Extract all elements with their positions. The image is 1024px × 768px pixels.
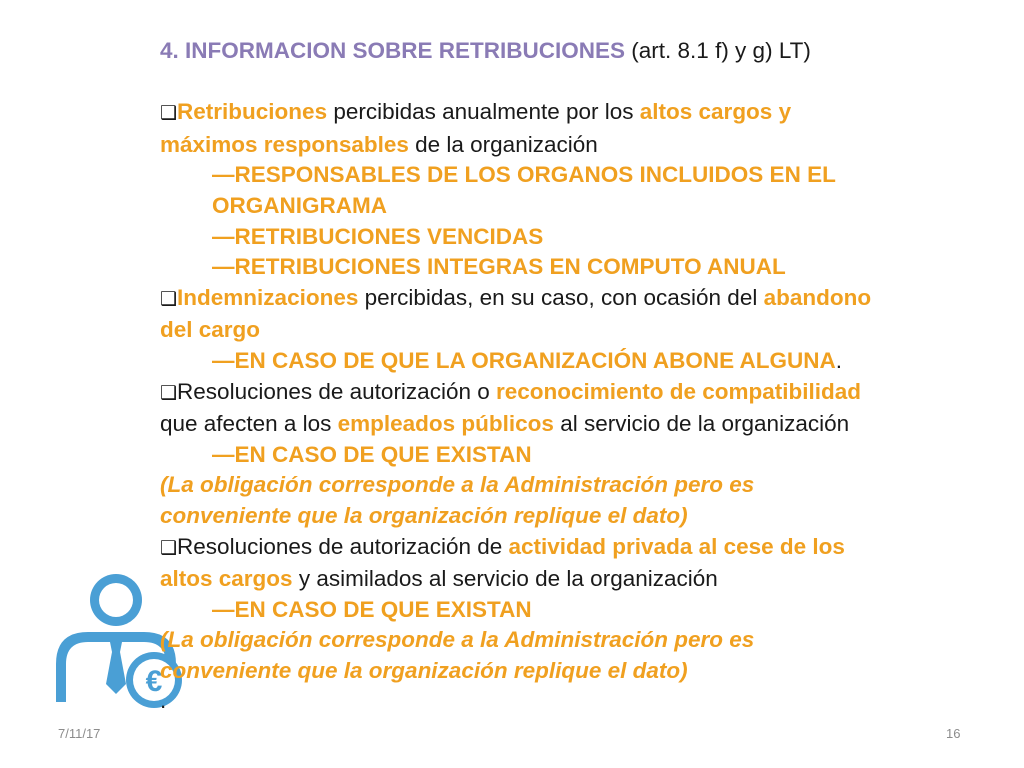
- list-item-continuation: altos cargos y asimilados al servicio de la organización: [160, 566, 718, 592]
- dash: —: [212, 254, 235, 280]
- note-line: (La obligación corresponde a la Administración pero es: [160, 627, 755, 653]
- list-item-continuation: máximos responsables de la organización: [160, 131, 598, 157]
- sub-item: —RETRIBUCIONES VENCIDAS: [212, 223, 544, 249]
- footer-date: 7/11/17: [58, 726, 101, 741]
- checkbox-bullet-icon: ❑: [160, 382, 178, 404]
- note-line: (La obligación corresponde a la Administración pero es: [160, 472, 755, 498]
- checkbox-bullet-icon: ❑: [160, 537, 178, 559]
- trailing-dot: .: [160, 688, 167, 714]
- note-line: conveniente que la organización replique el dato): [160, 502, 688, 528]
- sub-item: —EN CASO DE QUE LA ORGANIZACIÓN ABONE ALGUNA.: [212, 347, 843, 373]
- list-item-continuation: del cargo: [160, 317, 261, 343]
- sub-item-continuation: ORGANIGRAMA: [212, 192, 387, 218]
- note-line: conveniente que la organización replique el dato): [160, 657, 688, 683]
- heading-reference: (art. 8.1 f) y g) LT): [625, 38, 811, 63]
- list-item-continuation: que afecten a los empleados públicos al servicio de la organización: [160, 411, 850, 437]
- dash: —: [212, 347, 235, 373]
- list-item-indemnizaciones: ❑Indemnizaciones percibidas, en su caso, con ocasión del abandono: [160, 284, 872, 310]
- sub-item: —RETRIBUCIONES INTEGRAS EN COMPUTO ANUAL: [212, 254, 786, 280]
- euro-symbol: €: [145, 665, 163, 698]
- dash: —: [212, 162, 235, 188]
- sub-item: —RESPONSABLES DE LOS ORGANOS INCLUIDOS EN EL: [212, 162, 836, 188]
- sub-item: —EN CASO DE QUE EXISTAN: [212, 596, 532, 622]
- slide-number: 16: [946, 726, 961, 741]
- spacer: [160, 67, 990, 98]
- dash: —: [212, 596, 235, 622]
- checkbox-bullet-icon: ❑: [160, 103, 178, 125]
- dash: —: [212, 441, 235, 467]
- heading-title: 4. INFORMACION SOBRE RETRIBUCIONES: [160, 38, 626, 63]
- checkbox-bullet-icon: ❑: [160, 288, 178, 310]
- slide-heading: [160, 36, 990, 67]
- list-item-actividad-privada: ❑Resoluciones de autorización de actividad privada al cese de los: [160, 533, 845, 559]
- person-tie: [106, 642, 126, 694]
- list-item-retribuciones: ❑Retribuciones percibidas anualmente por los altos cargos y: [160, 99, 792, 125]
- list-item-compatibilidad: ❑Resoluciones de autorización o reconocimiento de compatibilidad: [160, 378, 862, 404]
- dash: —: [212, 223, 235, 249]
- sub-item: —EN CASO DE QUE EXISTAN: [212, 441, 532, 467]
- slide-body: [160, 36, 990, 717]
